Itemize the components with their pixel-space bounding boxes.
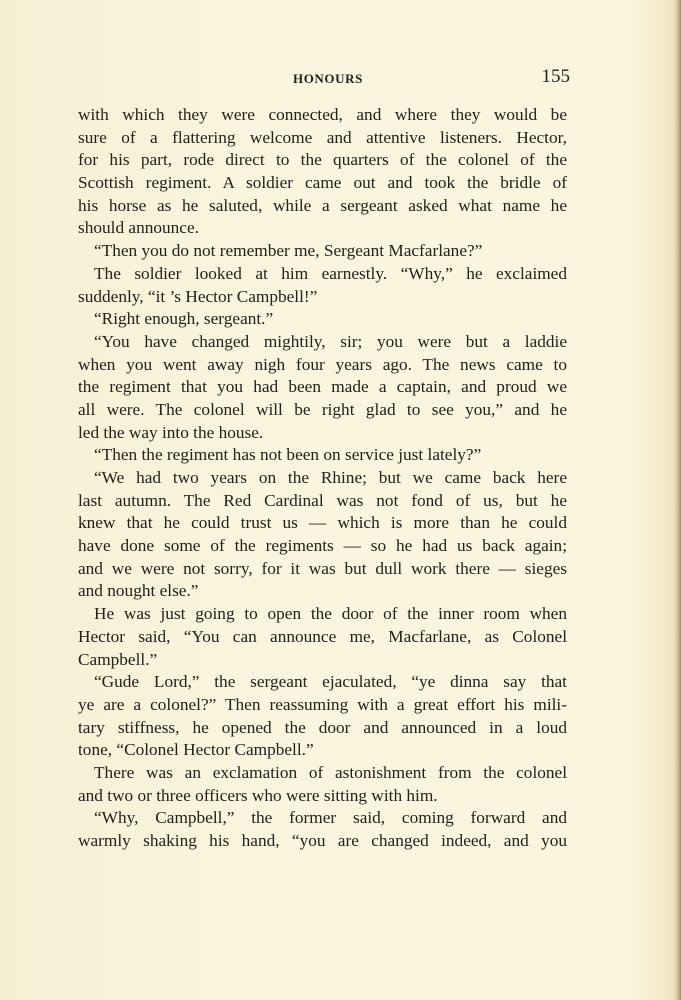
text-line: “You have changed mightily, sir; you were but a laddie — [94, 331, 567, 351]
text-line: “Why, Campbell,” the former said, coming forward and — [94, 808, 567, 828]
text-line: Scottish regiment. A soldier came out and took the bridle of — [78, 173, 567, 193]
text-line: Hector said, “You can announce me, Macfarlane, as Colonel — [78, 626, 567, 646]
text-line: “We had two years on the Rhine; but we came back here — [94, 468, 567, 487]
text-line: There was an exclamation of astonishment from the colonel — [94, 762, 567, 782]
text-line: the regiment that you had been made a captain, and proud we — [78, 377, 567, 397]
text-line: led the way into the house. — [78, 422, 264, 442]
text-line: warmly shaking his hand, “you are changed indeed, and you — [78, 831, 567, 850]
text-line: “Then you do not remember me, Sergeant Macfarlane?” — [94, 241, 483, 261]
text-line: sure of a flattering welcome and attentive listeners. Hector, — [78, 127, 567, 147]
text-line: tone, “Colonel Hector Campbell.” — [78, 740, 314, 760]
text-line: knew that he could trust us — which is more than he could — [78, 513, 567, 533]
page-number: 155 — [541, 66, 570, 87]
text-line: have done some of the regiments — so he had us back again; — [78, 536, 567, 556]
text-line: “Gude Lord,” the sergeant ejaculated, “ye dinna say that — [94, 672, 567, 692]
text-line: should announce. — [78, 218, 199, 238]
text-line: all were. The colonel will be right glad to see you,” and he — [78, 399, 567, 419]
text-line: ye are a colonel?” Then reassuming with a great effort his mili- — [78, 694, 567, 714]
text-line: tary stiffness, he opened the door and announced in a loud — [78, 717, 567, 737]
text-line: and we were not sorry, for it was but dull work there — sieges — [78, 558, 567, 578]
text-line: when you went away nigh four years ago. The news came to — [78, 354, 567, 374]
text-line: suddenly, “it ’s Hector Campbell!” — [78, 286, 318, 306]
text-line: The soldier looked at him earnestly. “Why,” he exclaimed — [94, 263, 567, 283]
text-line: and nought else.” — [78, 581, 199, 601]
page-edge-shadow — [674, 0, 681, 1000]
text-line: last autumn. The Red Cardinal was not fond of us, but he — [78, 490, 567, 510]
text-line: “Then the regiment has not been on service just lately?” — [94, 445, 482, 465]
text-line: Campbell.” — [78, 649, 158, 669]
text-line: “Right enough, sergeant.” — [94, 309, 274, 329]
body-text — [78, 104, 567, 853]
running-head: HONOURS — [293, 71, 363, 86]
page-header — [78, 64, 570, 94]
text-line: with which they were connected, and where they would be — [78, 105, 567, 124]
text-line: his horse as he saluted, while a sergeant asked what name he — [78, 195, 567, 215]
text-line: for his part, rode direct to the quarters of the colonel of the — [78, 150, 567, 170]
text-line: He was just going to open the door of the inner room when — [94, 604, 567, 624]
text-line: and two or three officers who were sitting with him. — [78, 785, 438, 805]
